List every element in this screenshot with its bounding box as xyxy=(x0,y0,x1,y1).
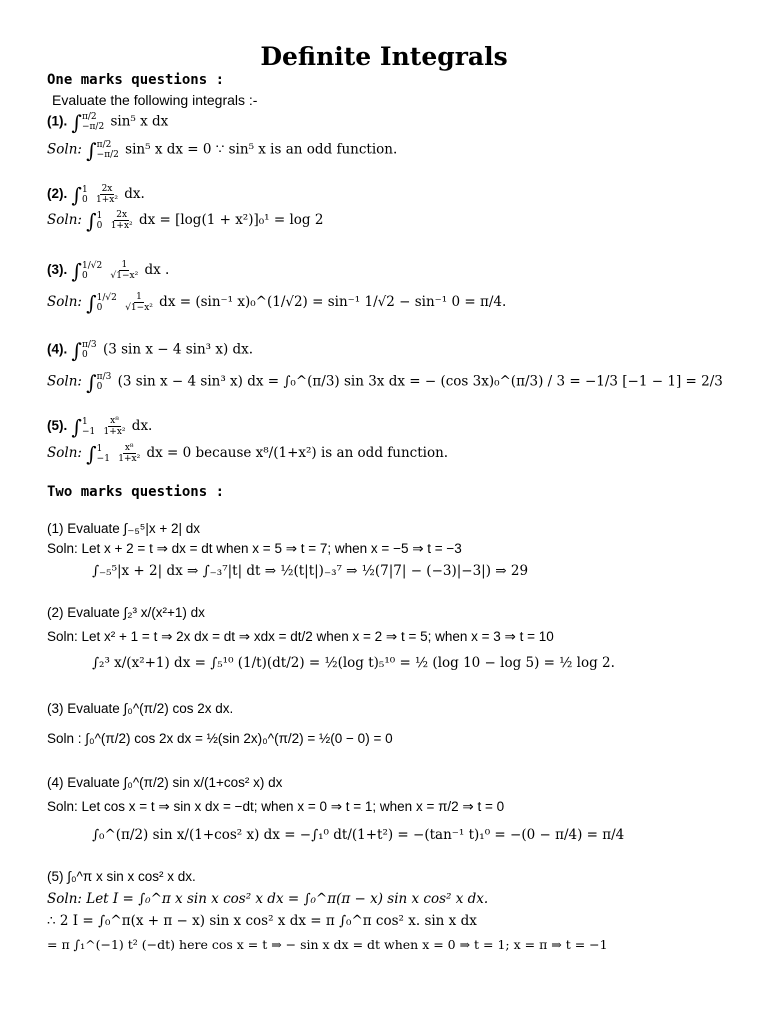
q2-upper: 1 xyxy=(81,184,88,195)
q3-soln-label: Soln: xyxy=(47,294,82,310)
tm-q1-s1: Soln: Let x + 2 = t ⇒ dx = dt when x = 5 ⇒ t = 7; when x = −5 ⇒ t = −3 xyxy=(47,541,462,556)
q3-soln-upper: 1/√2 xyxy=(96,292,117,303)
q2-label: (2). xyxy=(47,186,68,201)
q5-line: (5). ∫ 1 −1 $\frac{\text{x⁸}}{\text{1+x²}}$ dx. xyxy=(47,415,153,439)
q2-soln-label: Soln: xyxy=(47,212,82,228)
one-marks-intro: Evaluate the following integrals :- xyxy=(52,92,258,108)
page-title: Definite Integrals xyxy=(260,42,508,71)
q5-lower: −1 xyxy=(81,426,96,437)
q5-soln-upper: 1 xyxy=(96,443,103,454)
q2-soln-line: Soln: ∫ 1 0 $\frac{2x}{\text{1+x²}}$ dx = [log(1 + x²)]₀¹ = log 2 xyxy=(47,209,324,233)
q1-line: (1). ∫ π/2 −π/2 sin⁵ x dx xyxy=(47,110,169,135)
q2-soln-upper: 1 xyxy=(96,210,103,221)
q3-soln-line: Soln: ∫ 1/√2 0 $\frac{1}{\text{√1−x²}}$ dx = (sin⁻¹ x)₀^(1/√2) = sin⁻¹ 1/√2 − sin⁻¹ 0 = π/4. xyxy=(47,291,507,315)
q5-soln: dx = 0 because x⁸/(1+x²) is an odd function. xyxy=(146,445,449,461)
q5-num: x⁸ xyxy=(110,416,119,426)
q1-soln-label: Soln: xyxy=(47,141,82,158)
tm-q4-s2: ∫₀^(π/2) sin x/(1+cos² x) dx = −∫₁⁰ dt/(1+t²) = −(tan⁻¹ t)₁⁰ = −(0 − π/4) = π/4 xyxy=(92,827,625,843)
tm-q5: (5) ∫₀^π x sin x cos² x dx. xyxy=(47,869,196,884)
q3-line: (3). ∫ 1/√2 0 $\frac{1}{\text{√1−x²}}$ dx . xyxy=(47,259,170,283)
q2-lower: 0 xyxy=(81,194,88,205)
tm-q2-s1: Soln: Let x² + 1 = t ⇒ 2x dx = dt ⇒ xdx = dt/2 when x = 2 ⇒ t = 5; when x = 3 ⇒ t = 10 xyxy=(47,629,554,644)
q2-soln-num: 2x xyxy=(116,210,128,220)
tm-q5-s3: = π ∫₁^(−1) t² (−dt) here cos x = t ⇒ − sin x dx = dt when x = 0 ⇒ t = 1; x = π ⇒ t = −1 xyxy=(47,937,608,952)
q4-soln-upper: π/3 xyxy=(96,372,112,382)
q5-soln-lower: −1 xyxy=(96,453,110,464)
q4-soln-label: Soln: xyxy=(47,373,82,390)
tm-q2: (2) Evaluate ∫₂³ x/(x²+1) dx xyxy=(47,605,205,620)
q1-soln: sin⁵ x dx = 0 ∵ sin⁵ x is an odd function. xyxy=(125,141,398,158)
q4-soln-lower: 0 xyxy=(96,382,103,392)
q1-soln-lower: −π/2 xyxy=(96,150,119,160)
two-marks-heading: Two marks questions : xyxy=(47,484,225,500)
q5-soln-label: Soln: xyxy=(47,445,82,461)
q2-soln-lower: 0 xyxy=(96,220,103,231)
q1-upper: π/2 xyxy=(81,112,97,122)
q2-line: (2). ∫ 1 0 $\frac{2x}{\text{1+x²}}$ dx. xyxy=(47,183,145,207)
q3-soln-num: 1 xyxy=(136,292,142,302)
tm-q3-s1: Soln : ∫₀^(π/2) cos 2x dx = ½(sin 2x)₀^(π/2) = ½(0 − 0) = 0 xyxy=(47,731,393,746)
q2-soln: dx = [log(1 + x²)]₀¹ = log 2 xyxy=(138,212,324,228)
q1-label: (1). xyxy=(47,113,68,129)
q5-soln-den: 1+x² xyxy=(118,454,141,464)
q3-upper: 1/√2 xyxy=(81,260,103,271)
q5-soln-num: x⁸ xyxy=(124,443,134,453)
q3-soln: dx = (sin⁻¹ x)₀^(1/√2) = sin⁻¹ 1/√2 − sin⁻¹ 0 = π/4. xyxy=(159,294,507,310)
q1-expr: sin⁵ x dx xyxy=(110,113,169,130)
q3-lower: 0 xyxy=(81,270,88,281)
tm-q1: (1) Evaluate ∫₋₅⁵|x + 2| dx xyxy=(47,521,201,536)
one-marks-heading: One marks questions : xyxy=(47,72,225,88)
q4-line: (4). ∫ π/3 0 (3 sin x − 4 sin³ x) dx. xyxy=(47,338,254,363)
q3-soln-lower: 0 xyxy=(96,302,103,313)
q5-expr: dx. xyxy=(131,418,153,434)
q1-lower: −π/2 xyxy=(81,122,105,132)
tm-q1-s2: ∫₋₅⁵|x + 2| dx ⇒ ∫₋₃⁷|t| dt ⇒ ½(t|t|)₋₃⁷ ⇒ ½(7|7| − (−3)|−3|) ⇒ 29 xyxy=(92,563,529,579)
q3-den: √1−x² xyxy=(110,271,139,281)
q5-label: (5). xyxy=(47,418,68,433)
q4-soln-line: Soln: ∫ π/3 0 (3 sin x − 4 sin³ x) dx = ∫₀^(π/3) sin 3x dx = − (cos 3x)₀^(π/3) / 3 = −1/3 [−1 − 1] = 2/3 xyxy=(47,370,723,395)
q4-expr: (3 sin x − 4 sin³ x) dx. xyxy=(102,341,254,358)
q3-expr: dx . xyxy=(144,262,170,278)
tm-q4: (4) Evaluate ∫₀^(π/2) sin x/(1+cos² x) dx xyxy=(47,775,283,790)
q5-den: 1+x² xyxy=(103,427,126,437)
q1-soln-upper: π/2 xyxy=(96,140,112,150)
q4-soln: (3 sin x − 4 sin³ x) dx = ∫₀^(π/3) sin 3x dx = − (cos 3x)₀^(π/3) / 3 = −1/3 [−1 − 1] = 2/3 xyxy=(117,373,723,390)
q4-label: (4). xyxy=(47,341,68,357)
q2-soln-den: 1+x² xyxy=(110,221,133,231)
q2-num: 2x xyxy=(101,184,113,194)
q3-label: (3). xyxy=(47,262,68,277)
q5-soln-line: Soln: ∫ 1 −1 $\frac{\text{x⁸}}{\text{1+x²}}$ dx = 0 because x⁸/(1+x²) is an odd function. xyxy=(47,442,449,466)
tm-q5-s1: Soln: Let I = ∫₀^π x sin x cos² x dx = ∫₀^π(π − x) sin x cos² x dx. xyxy=(47,891,489,907)
tm-q4-s1: Soln: Let cos x = t ⇒ sin x dx = −dt; when x = 0 ⇒ t = 1; when x = π/2 ⇒ t = 0 xyxy=(47,799,505,814)
q5-upper: 1 xyxy=(81,416,88,427)
q4-lower: 0 xyxy=(81,350,88,360)
q3-num: 1 xyxy=(121,260,128,270)
q2-expr: dx. xyxy=(124,186,145,202)
tm-q5-s2: ∴ 2 I = ∫₀^π(x + π − x) sin x cos² x dx = π ∫₀^π cos² x. sin x dx xyxy=(47,913,477,929)
q2-den: 1+x² xyxy=(96,195,118,205)
q4-upper: π/3 xyxy=(81,340,97,350)
tm-q3: (3) Evaluate ∫₀^(π/2) cos 2x dx. xyxy=(47,701,234,716)
tm-q2-s2: ∫₂³ x/(x²+1) dx = ∫₅¹⁰ (1/t)(dt/2) = ½(log t)₅¹⁰ = ½ (log 10 − log 5) = ½ log 2. xyxy=(92,655,615,671)
q1-soln-line: Soln: ∫ π/2 −π/2 sin⁵ x dx = 0 ∵ sin⁵ x is an odd function. xyxy=(47,138,398,163)
q3-soln-den: √1−x² xyxy=(125,303,153,313)
